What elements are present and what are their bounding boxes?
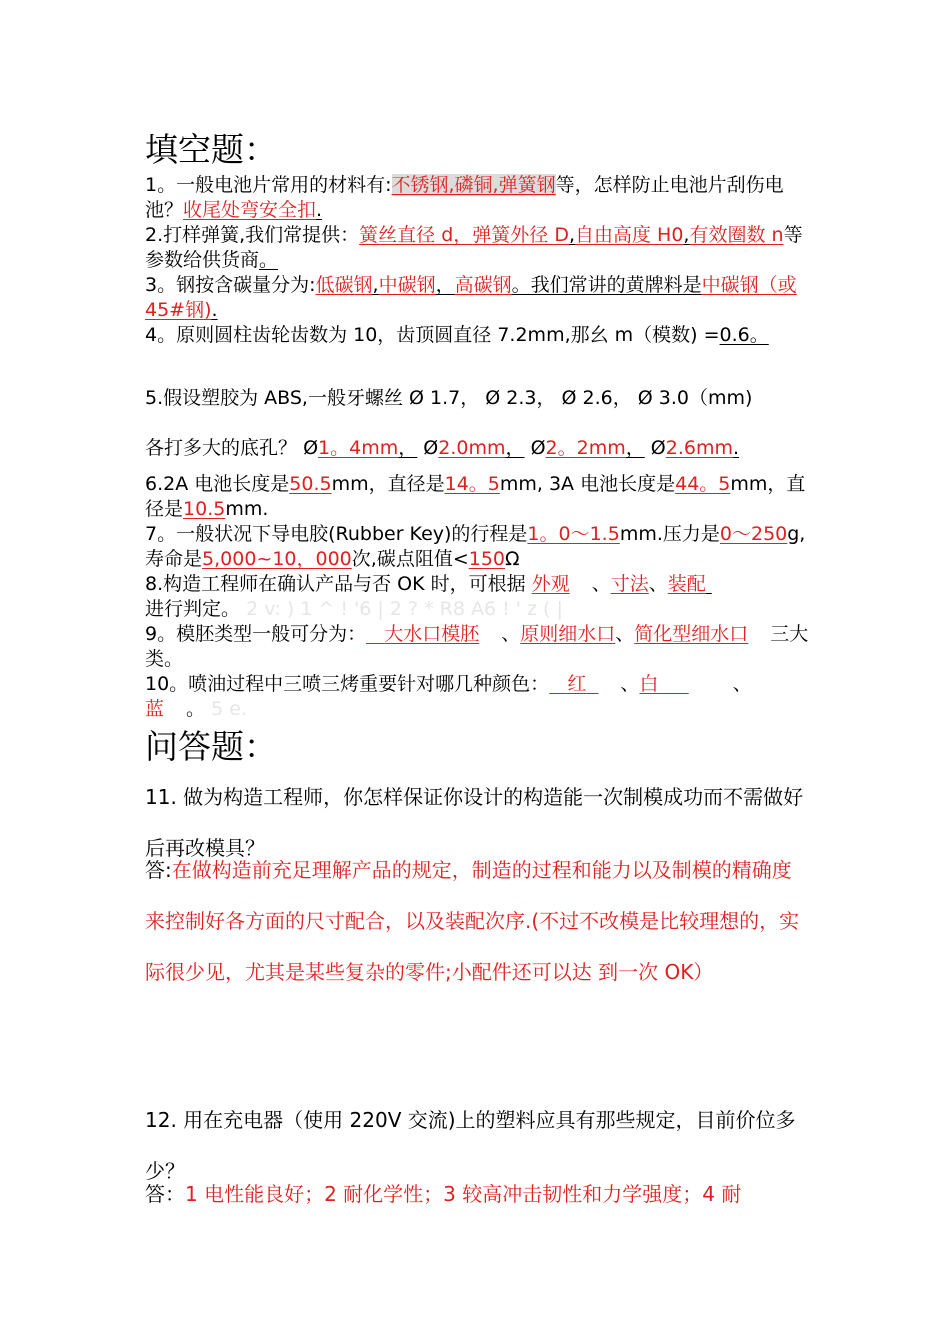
question-5: 5.假设塑胶为 ABS,一般牙螺丝 Ø 1.7， Ø 2.3， Ø 2.6， Ø 3.0（mm) (145, 387, 753, 409)
answer-2c: 自由高度 H0 (575, 224, 684, 246)
question-1: 1。一般电池片常用的材料有:不锈钢,磷铜,弹簧钢等，怎样防止电池片刮伤电池？收尾处弯安全扣. (145, 174, 784, 221)
answer-6b: 14。5 (444, 473, 500, 495)
answer-3a: 低碳钢 (315, 274, 373, 296)
answer-7c: 5,000~10，000 (202, 548, 352, 570)
question-4: 4。原则圆柱齿轮齿数为 10，齿顶圆直径 7.2mm,那幺 m（模数) =0.6。 (145, 324, 769, 346)
answer-5c: 2。2mm (545, 437, 626, 459)
answer-5d: 2.6mm (665, 437, 733, 459)
answer-2b: 弹簧外径 D (472, 224, 569, 246)
answer-1b: 收尾处弯安全扣 (183, 199, 317, 221)
section-title-qa: 问答题： (145, 727, 277, 766)
answer-7b: 0～250 (719, 523, 788, 545)
question-7: 7。一般状况下导电胶(Rubber Key)的行程是1。0～1.5mm.压力是0～250g,寿命是5,000~10，000次,碳点阻值<150Ω (145, 523, 806, 570)
faint-noise-text: 5 e. (211, 698, 247, 720)
answer-6c: 44。5 (675, 473, 731, 495)
answer-8c: 装配 (667, 573, 706, 595)
answer-2d: 有效圈数 n (689, 224, 784, 246)
answer-1a: 不锈钢,磷铜,弹簧钢 (391, 174, 556, 196)
question-10: 10。喷油过程中三喷三烤重要针对哪几种颜色： 红 、白 、 蓝 。 5 e. (145, 673, 752, 720)
answer-10b: 白 (639, 673, 659, 695)
section-title-fill-in: 填空题： (145, 130, 277, 169)
answer-10a: 红 (567, 673, 587, 695)
answer-5a: 1。4mm (318, 437, 399, 459)
answer-7d: 150 (468, 548, 506, 570)
question-5-answers: 各打多大的底孔？ Ø1。4mm， Ø2.0mm， Ø2。2mm， Ø2.6mm. (145, 437, 740, 459)
answer-5b: 2.0mm (438, 437, 506, 459)
answer-2a: 簧丝直径 d， (359, 224, 473, 246)
answer-10c: 蓝 (145, 698, 165, 720)
question-11: 11. 做为构造工程师，你怎样保证你设计的构造能一次制模成功而不需做好后再改模具？ (145, 785, 804, 860)
answer-3c: 高碳钢 (454, 274, 512, 296)
question-12: 12. 用在充电器（使用 220V 交流)上的塑料应具有那些规定，目前价位多少？ (145, 1108, 796, 1183)
question-2: 2.打样弹簧,我们常提供：簧丝直径 d，弹簧外径 D,自由高度 H0,有效圈数 n等参数给供货商。 (145, 224, 803, 271)
question-6: 6.2A 电池长度是50.5mm，直径是14。5mm, 3A 电池长度是44。5mm，直径是10.5mm. (145, 473, 806, 520)
faint-noise-text: 2 v: ) 1 ^ ! '6 | 2 ? * R8 A6 ! ' z ( | (246, 598, 563, 620)
answer-9b: 原则细水口 (520, 623, 616, 645)
answer-7a: 1。0～1.5 (527, 523, 620, 545)
answer-9c: 简化型细水口 (634, 623, 749, 645)
question-8: 8.构造工程师在确认产品与否 OK 时，可根据 外观 、寸法、装配 进行判定。 2 v: ) 1 ^ ! '6 | 2 ? * R8 A6 ! ' z ( | (145, 573, 706, 620)
answer-6a: 50.5 (289, 473, 332, 495)
answer-6d: 10.5 (183, 498, 226, 520)
answer-4: 0.6。 (719, 324, 769, 346)
question-9: 9。模胚类型一般可分为： 大水口模胚 、原则细水口、简化型细水口 三大类。 (145, 623, 809, 670)
answer-9a: 大水口模胚 (384, 623, 480, 645)
question-3: 3。钢按含碳量分为:低碳钢,中碳钢，高碳钢。我们常讲的黄牌料是中碳钢（或 45#钢). (145, 274, 797, 321)
answer-3d: 中碳钢（或 45#钢) (145, 274, 797, 321)
answer-12: 答：1 电性能良好；2 耐化学性；3 较高冲击韧性和力学强度；4 耐 (145, 1182, 742, 1206)
answer-8a: 外观 (531, 573, 570, 595)
answer-8b: 寸法 (610, 573, 649, 595)
answer-11: 答:在做构造前充足理解产品的规定，制造的过程和能力以及制模的精确度来控制好各方面的尺寸配合，以及装配次序.(不过不改模是比较理想的，实际很少见，尤其是某些复杂的零件;小配件还可以达 到一次 OK） (145, 858, 800, 984)
answer-3b: 中碳钢 (378, 274, 436, 296)
